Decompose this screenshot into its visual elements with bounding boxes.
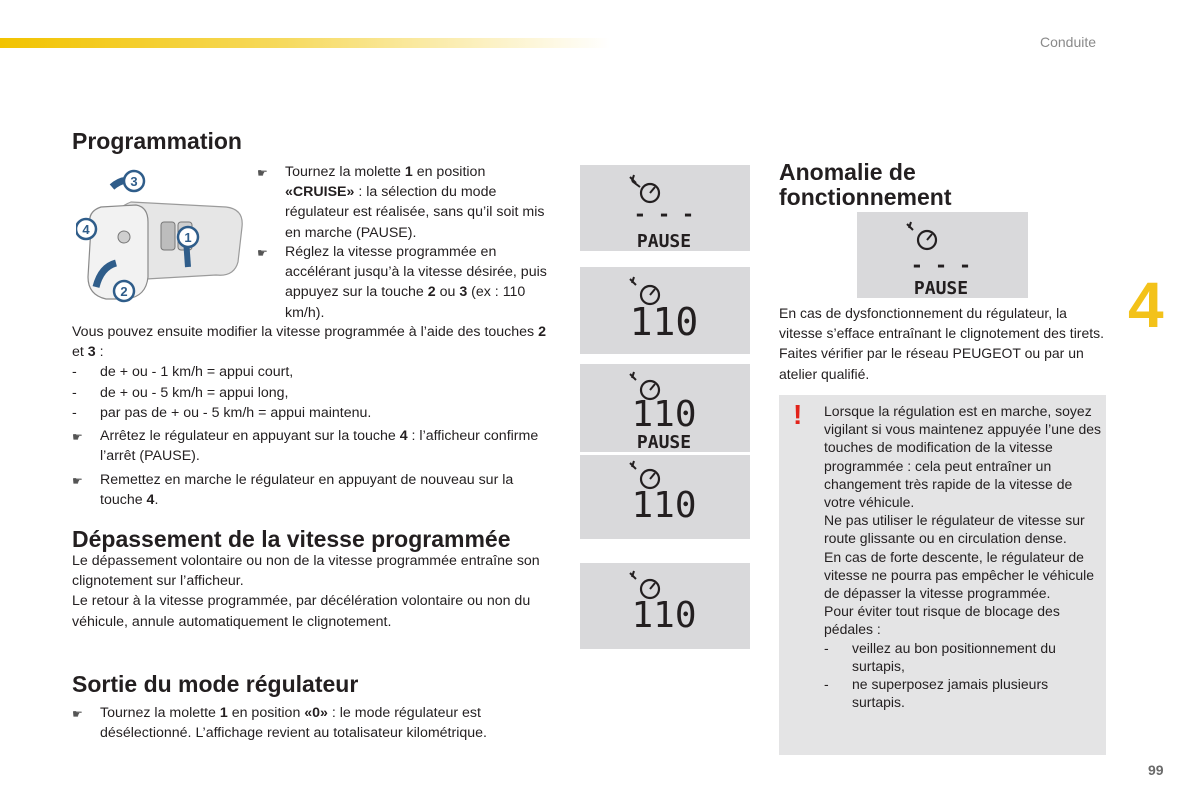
display-speed: 110 xyxy=(629,300,699,344)
step-turn-wheel-text: Tournez la molette 1 en position «CRUISE» : la sélection du mode régulateur est réalisée, sans qu’il soit mis en marche (PAUSE). xyxy=(285,164,545,241)
exclamation-icon: ! xyxy=(793,399,803,430)
warning-p2: Ne pas utiliser le régulateur de vitesse sur route glissante ou en circulation dense. xyxy=(824,512,1085,547)
display-dashes: - - - xyxy=(633,202,695,226)
pointing-hand-icon: ☛ xyxy=(257,246,268,260)
display-speed-1 xyxy=(580,267,750,354)
heading-sortie: Sortie du mode régulateur xyxy=(72,671,359,697)
list-item: - de + ou - 5 km/h = appui long, xyxy=(72,384,289,401)
heading-programmation: Programmation xyxy=(72,128,242,154)
step-exit-text: Tournez la molette 1 en position «0» : le mode régulateur est désélectionné. L’affichage revient au totalisateur kilométrique. xyxy=(100,705,487,742)
step-restart xyxy=(72,470,552,510)
pointing-hand-icon: ☛ xyxy=(72,430,83,444)
heading-anomalie: Anomalie de fonctionnement xyxy=(779,159,952,210)
step-stop xyxy=(72,426,552,466)
step-restart-text: Remettez en marche le régulateur en appuyant de nouveau sur la touche 4. xyxy=(100,472,514,509)
warning-p1: Lorsque la régulation est en marche, soyez vigilant si vous maintenez appuyée l’une des touches de modification de la vitesse programmée : cela peut entraîner un changement très rapide de la vitesse de votre véhicule. xyxy=(824,403,1102,511)
display-pause: PAUSE xyxy=(636,231,692,251)
warning-p3: En cas de forte descente, le régulateur de vitesse ne pourra pas empêcher le véhicule de dépasser la vitesse programmée. xyxy=(824,548,1095,602)
cruise-control-icon xyxy=(630,571,659,598)
display-pause: PAUSE xyxy=(913,278,969,298)
modify-speed-paragraph xyxy=(72,322,552,423)
display-speed-pause xyxy=(580,364,750,452)
step-stop-text: Arrêtez le régulateur en appuyant sur la touche 4 : l’afficheur confirme l’arrêt (PAUSE). xyxy=(100,428,539,465)
display-anomalie xyxy=(857,212,1028,298)
step-set-speed xyxy=(257,242,549,323)
list-item: - veillez au bon positionnement du surtapis, xyxy=(824,639,1056,674)
cruise-control-icon xyxy=(630,461,659,488)
step-exit xyxy=(72,703,552,743)
anomalie-text: En cas de dysfonctionnement du régulateur, la vitesse s’efface entraînant le clignotement des tirets. Faites vérifier par le réseau PEUGEOT ou par un atelier qualifié. xyxy=(779,305,1105,382)
display-pause-dashes xyxy=(580,165,750,251)
step-turn-wheel xyxy=(257,162,549,243)
modify-speed-intro: Vous pouvez ensuite modifier la vitesse programmée à l’aide des touches 2 et 3 : xyxy=(72,324,546,361)
callout-2-label: 2 xyxy=(120,284,128,299)
step-set-speed-text: Réglez la vitesse programmée en accélérant jusqu’à la vitesse désirée, puis appuyez sur la touche 2 ou 3 (ex : 110 km/h). xyxy=(285,244,547,321)
display-speed: 110 xyxy=(631,595,697,636)
warning-text xyxy=(824,402,1102,711)
list-item: - ne superposez jamais plusieurs surtapis. xyxy=(824,676,1049,711)
pointing-hand-icon: ☛ xyxy=(72,474,83,488)
display-pause: PAUSE xyxy=(636,432,692,452)
cruise-control-icon xyxy=(907,222,936,249)
display-speed-blink xyxy=(580,563,750,649)
chapter-number: 4 xyxy=(1128,269,1164,341)
callout-1-label: 1 xyxy=(184,230,192,245)
list-item: - de + ou - 1 km/h = appui court, xyxy=(72,364,294,381)
display-speed: 110 xyxy=(631,485,697,526)
depassement-text xyxy=(72,551,554,632)
depassement-text-1: Le dépassement volontaire ou non de la vitesse programmée entraîne son clignotement sur l’afficheur. xyxy=(72,553,540,590)
warning-box xyxy=(779,395,1106,755)
section-label: Conduite xyxy=(1040,34,1097,50)
callout-3-label: 3 xyxy=(130,174,138,189)
warning-p4: Pour éviter tout risque de blocage des pédales : xyxy=(824,603,1060,638)
display-speed: 110 xyxy=(631,394,697,435)
callout-4-label: 4 xyxy=(82,222,90,237)
header-accent-bar xyxy=(0,38,610,48)
heading-depassement: Dépassement de la vitesse programmée xyxy=(72,526,511,552)
cruise-control-icon xyxy=(630,175,659,202)
list-item: - par pas de + ou - 5 km/h = appui maintenu. xyxy=(72,404,372,421)
cruise-stalk-illustration xyxy=(76,167,246,307)
display-dashes: - - - xyxy=(910,253,972,277)
pointing-hand-icon: ☛ xyxy=(72,707,83,721)
pointing-hand-icon: ☛ xyxy=(257,166,268,180)
depassement-text-2: Le retour à la vitesse programmée, par décélération volontaire ou non du véhicule, annule automatiquement le clignotement. xyxy=(72,593,531,630)
display-speed-2 xyxy=(580,455,750,539)
page-number: 99 xyxy=(1148,762,1164,778)
